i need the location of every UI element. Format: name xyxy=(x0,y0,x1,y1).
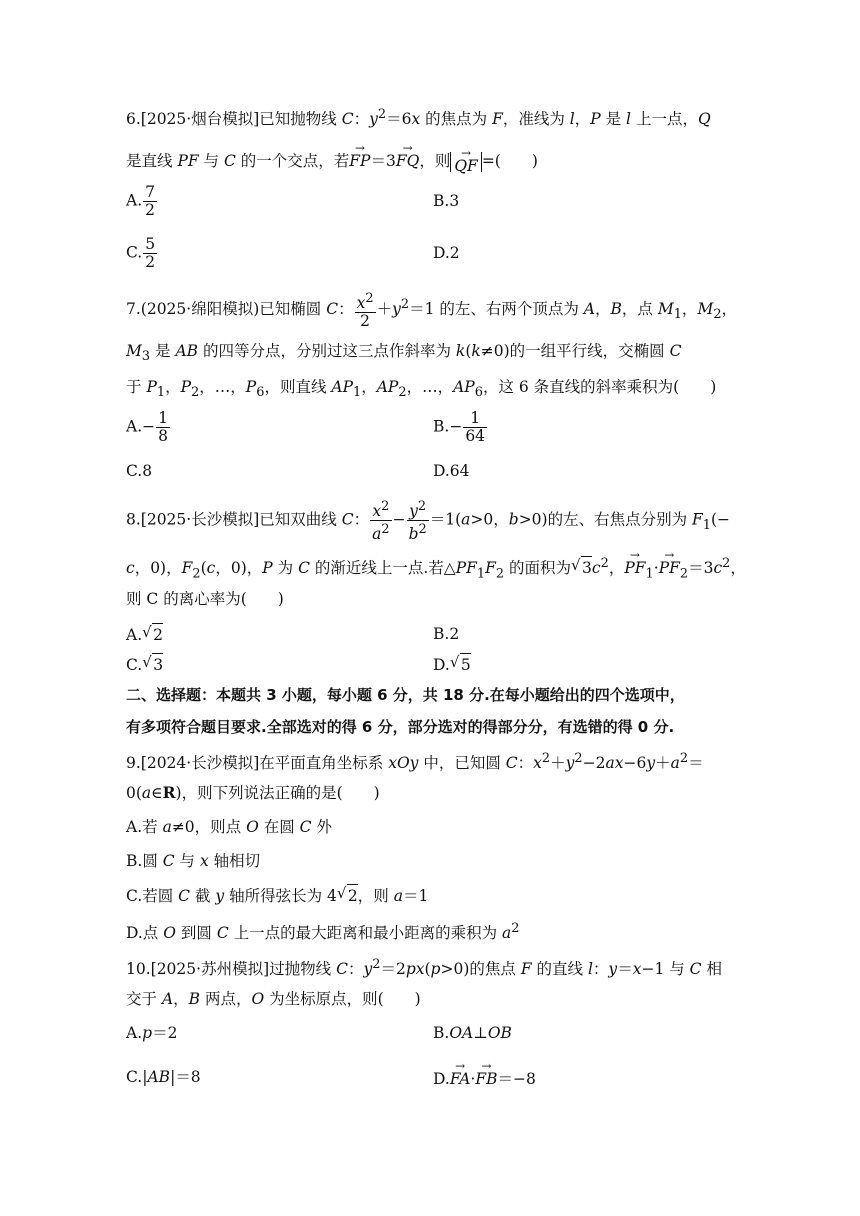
q6-line-1: 6.[2025·烟台模拟]已知抛物线 C：$y^2=6x$ 的焦点为 F，准线为 l，P 是 l 上一点，Q xyxy=(126,107,711,129)
q6-option-d: D.2 xyxy=(433,244,460,262)
q8-option-d: D.√ 5 xyxy=(433,653,471,676)
q8-line-2: c，0)，$F_2(c$，0)，P 为 C 的渐近线上一点.若$\triangle PF_1F_2$ 的面积为√ $3c^2$，→ $PF_1\cdot\to PF_2=3c^2$， xyxy=(126,553,746,585)
q8-option-a: A.√ 2 xyxy=(126,623,163,646)
q7-line-1: 7.(2025·绵阳模拟)已知椭圆 C： $\frac{x^2}{2}$ $+y^2=1$ 的左、右两个顶点为 A，B，点 $M_1$，$M_2$， xyxy=(126,291,738,331)
q8-line-3: 则 C 的离心率为( ) xyxy=(126,590,284,608)
q7-option-c: C.8 xyxy=(126,462,153,480)
q8-source: 8.[2025·长沙模拟] xyxy=(126,510,260,529)
q9-line-1: 9.[2024·长沙模拟]在平面直角坐标系 xOy 中，已知圆 C：$x^2+y^2-2ax-6y+a^2=$ xyxy=(126,751,704,773)
q8-line-1: 8.[2025·长沙模拟]已知双曲线 C： $\frac{x^2}{a^2}$ − $\frac{y^2}{b^2}$ ＝1(a>0，b>0)的左、右焦点分别为 $F_1(-$ xyxy=(126,499,731,544)
q6-option-c: C. $\frac{5}{2}$ xyxy=(126,235,156,271)
q9-option-a: A.若 a≠0，则点 O 在圆 C 外 xyxy=(126,818,332,836)
q9-option-d: D.点 O 到圆 C 上一点的最大距离和最小距离的乘积为 $a^2$ xyxy=(126,921,520,943)
q10-line-2: 交于 A，B 两点，O 为坐标原点，则( ) xyxy=(126,990,421,1008)
q7-line-3: 于 $P_1$，$P_2$，…，$P_6$，则直线 $AP_1$，$AP_2$，…，$AP_6$，这 6 条直线的斜率乘积为( ) xyxy=(126,378,717,401)
q7-option-d: D.64 xyxy=(433,462,470,480)
q10-line-1: 10.[2025·苏州模拟]过抛物线 C：$y^2=2px(p>0)$的焦点 F 的直线 l：y＝x−1 与 C 相 xyxy=(126,957,722,979)
section-2-line-2: 有多项符合题目要求.全部选对的得 6 分，部分选对的得部分分，有选错的得 0 分. xyxy=(126,718,675,736)
q7-source: 7.(2025·绵阳模拟) xyxy=(126,300,260,319)
q6-option-a: A. $\frac{7}{2}$ xyxy=(126,183,155,219)
q9-line-2: 0(a∈R)，则下列说法正确的是( ) xyxy=(126,783,380,802)
q8-option-c: C.√ 3 xyxy=(126,653,163,676)
section-2-line-1: 二、选择题：本题共 3 小题，每小题 6 分，共 18 分.在每小题给出的四个选项中， xyxy=(126,686,685,704)
q6-source: 6.[2025·烟台模拟] xyxy=(126,110,260,129)
q10-option-a: A.p＝2 xyxy=(126,1024,178,1042)
q8-option-b: B.2 xyxy=(433,625,460,643)
q6-close: =( ) xyxy=(481,152,538,170)
q6-line-2: 是直线 PF 与 C 的一个交点，若→ FP＝3→ FQ，则→ QF =( ) xyxy=(126,148,538,172)
q10-option-d: D.→ FA·→ FB＝−8 xyxy=(433,1066,536,1090)
q7-option-b: B.− $\frac{1}{64}$ xyxy=(433,409,486,445)
q10-option-b: B.OA⊥OB xyxy=(433,1024,512,1042)
q9-option-c: C.若圆 C 截 y 轴所得弦长为 4√ 2，则 a＝1 xyxy=(126,884,428,907)
q7-option-a: A.− $\frac{1}{8}$ xyxy=(126,409,168,445)
q10-source: 10.[2025·苏州模拟] xyxy=(126,960,270,979)
q9-source: 9.[2024·长沙模拟] xyxy=(126,754,260,773)
q10-option-c: C.|AB|＝8 xyxy=(126,1068,201,1086)
q6-option-b: B.3 xyxy=(433,192,460,210)
q9-option-b: B.圆 C 与 x 轴相切 xyxy=(126,852,261,870)
q7-line-2: $M_3$ 是 AB 的四等分点，分别过这三点作斜率为 k(k≠0)的一组平行线，交椭圆 C xyxy=(126,342,682,365)
